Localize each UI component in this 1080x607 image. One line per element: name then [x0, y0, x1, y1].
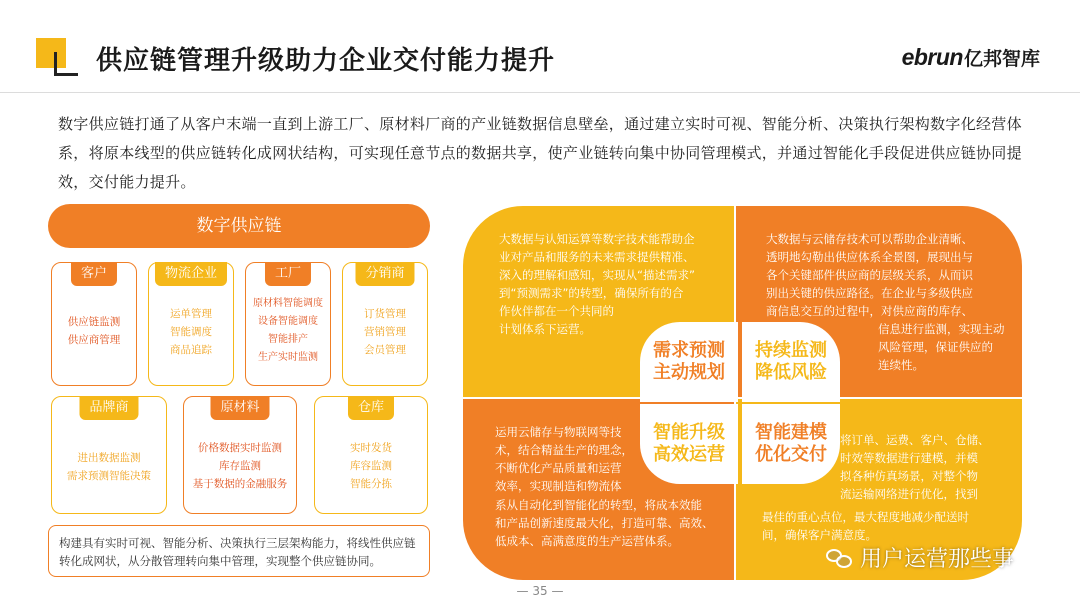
text-line: 间，确保客户满意度。 — [762, 528, 877, 542]
architecture-note: 构建具有实时可视、智能分析、决策执行三层架构能力，将线性供应链转化成网状，从分散管理转向集中管理，实现整个供应链协同。 — [48, 525, 430, 577]
card-title: 物流企业 — [155, 262, 227, 286]
page-title: 供应链管理升级助力企业交付能力提升 — [96, 46, 556, 76]
card-warehouse — [314, 396, 428, 514]
label-continuous-monitoring — [742, 322, 840, 402]
text-line: 各个关键部件供应商的层级关系，从而识 — [766, 268, 973, 282]
card-title: 原材料 — [210, 396, 269, 420]
text-line: 和产品创新速度最大化，打造可靠、高效、 — [495, 516, 714, 530]
card-title: 仓库 — [348, 396, 394, 420]
wechat-watermark — [826, 542, 1014, 573]
text-line: 拟各种仿真场景，对整个物 — [840, 469, 978, 483]
center-label-group — [640, 322, 840, 484]
quadrant-text — [840, 431, 1016, 503]
card-item: 设备智能调度 — [258, 316, 318, 327]
watermark-text: 用户运营那些事 — [860, 547, 1015, 572]
card-item: 供应商管理 — [67, 334, 121, 346]
label-line: 主动规划 — [653, 362, 725, 383]
card-item: 库容监测 — [350, 460, 392, 472]
card-items — [52, 449, 166, 485]
text-line: 不断优化产品质量和运营 — [495, 461, 622, 475]
intro-paragraph: 数字供应链打通了从客户末端一直到上游工厂、原材料厂商的产业链数据信息壁垒，通过建立实时可视、智能分析、决策执行架构数字化经营体系，将原本线型的供应链转化成网状结构，可实现任意节点的数据共享，使产业链转向集中协同管理模式，并通过智能化手段促进供应链协同提效，交付能力提升。 — [58, 115, 1022, 191]
card-customer — [51, 262, 137, 386]
card-items — [246, 295, 330, 367]
label-line: 优化交付 — [755, 444, 827, 465]
card-title: 分销商 — [355, 262, 414, 286]
card-item: 运单管理 — [170, 308, 212, 320]
card-raw-material — [183, 396, 297, 514]
label-line: 持续监测 — [755, 340, 827, 361]
text-line: 别出关键的供应路径。在企业与多级供应 — [766, 286, 973, 300]
text-line: 连续性。 — [878, 358, 924, 372]
brand-logo — [902, 44, 1040, 71]
label-demand-forecast — [640, 322, 738, 402]
text-line: 效率，实现制造和物流体 — [495, 479, 622, 493]
card-items — [52, 313, 136, 349]
card-item: 价格数据实时监测 — [198, 442, 282, 454]
card-item: 进出数据监测 — [77, 452, 141, 464]
card-items — [315, 439, 427, 493]
text-line: 运用云储存与物联网等技 — [495, 425, 622, 439]
text-line: 计划体系下运营。 — [499, 322, 591, 336]
text-line: 商信息交互的过程中，对供应商的库存、 — [766, 304, 973, 318]
label-line: 降低风险 — [755, 362, 827, 383]
card-item: 智能分拣 — [350, 478, 392, 490]
text-line: 深入的理解和感知，实现从“描述需求” — [499, 268, 695, 282]
text-line: 系从自动化到智能化的转型，将成本效能 — [495, 498, 702, 512]
card-items — [184, 439, 296, 493]
card-item: 需求预测智能决策 — [67, 470, 151, 482]
text-line: 时效等数据进行建模，并模 — [840, 451, 978, 465]
card-items — [149, 305, 233, 359]
text-line: 到“预测需求”的转型，确保所有的合 — [499, 286, 684, 300]
quadrant-text-overflow — [762, 508, 1022, 544]
label-line: 智能建模 — [755, 422, 827, 443]
card-item: 会员管理 — [364, 344, 406, 356]
card-item: 基于数据的金融服务 — [192, 478, 288, 490]
wechat-icon — [826, 547, 854, 569]
text-line: 作伙伴都在一个共同的 — [499, 304, 614, 318]
card-title: 工厂 — [265, 262, 311, 286]
quadrant-text-overflow — [495, 496, 740, 550]
label-line: 智能升级 — [653, 422, 725, 443]
text-line: 大数据与云储存技术可以帮助企业清晰、 — [766, 232, 973, 246]
card-distributor — [342, 262, 428, 386]
text-line: 最佳的重心点位，最大程度地减少配送时 — [762, 510, 969, 524]
card-item: 生产实时监测 — [258, 352, 318, 363]
card-title: 客户 — [71, 262, 117, 286]
card-item: 智能调度 — [170, 326, 212, 338]
label-line: 需求预测 — [653, 340, 725, 361]
card-item: 实时发货 — [350, 442, 392, 454]
label-smart-modeling — [742, 404, 840, 484]
label-smart-upgrade — [640, 404, 738, 484]
text-line: 透明地勾勒出供应体系全景图，展现出与 — [766, 250, 973, 264]
card-item: 商品追踪 — [170, 344, 212, 356]
text-line: 将订单、运费、客户、仓储、 — [840, 433, 990, 447]
text-line: 风险管理，保证供应的 — [878, 340, 993, 354]
text-line: 术，结合精益生产的理念， — [495, 443, 633, 457]
card-item: 订货管理 — [364, 308, 406, 320]
card-item: 智能排产 — [268, 334, 308, 345]
text-line: 流运输网络进行优化，找到 — [840, 487, 978, 501]
text-line: 低成本、高满意度的生产运营体系。 — [495, 534, 679, 548]
card-logistics — [148, 262, 234, 386]
page-number: — 35 — — [516, 584, 564, 598]
card-title: 品牌商 — [79, 396, 138, 420]
text-line: 业对产品和服务的未来需求提供精准、 — [499, 250, 695, 264]
text-line: 大数据与认知运算等数字技术能帮助企 — [499, 232, 695, 246]
card-factory — [245, 262, 331, 386]
brand-logo-en: ebrun — [901, 44, 963, 70]
card-items — [343, 305, 427, 359]
digital-supply-chain-bar: 数字供应链 — [48, 204, 430, 248]
brand-logo-zh: 亿邦智库 — [963, 48, 1040, 70]
card-item: 供应链监测 — [67, 316, 121, 328]
card-item: 营销管理 — [364, 326, 406, 338]
text-line: 信息进行监测，实现主动 — [878, 322, 1005, 336]
label-line: 高效运营 — [653, 444, 725, 465]
title-accent-corner — [54, 52, 78, 76]
card-item: 库存监测 — [219, 460, 261, 472]
header-divider — [0, 92, 1080, 93]
card-brand-owner — [51, 396, 167, 514]
card-item: 原材料智能调度 — [253, 298, 323, 309]
